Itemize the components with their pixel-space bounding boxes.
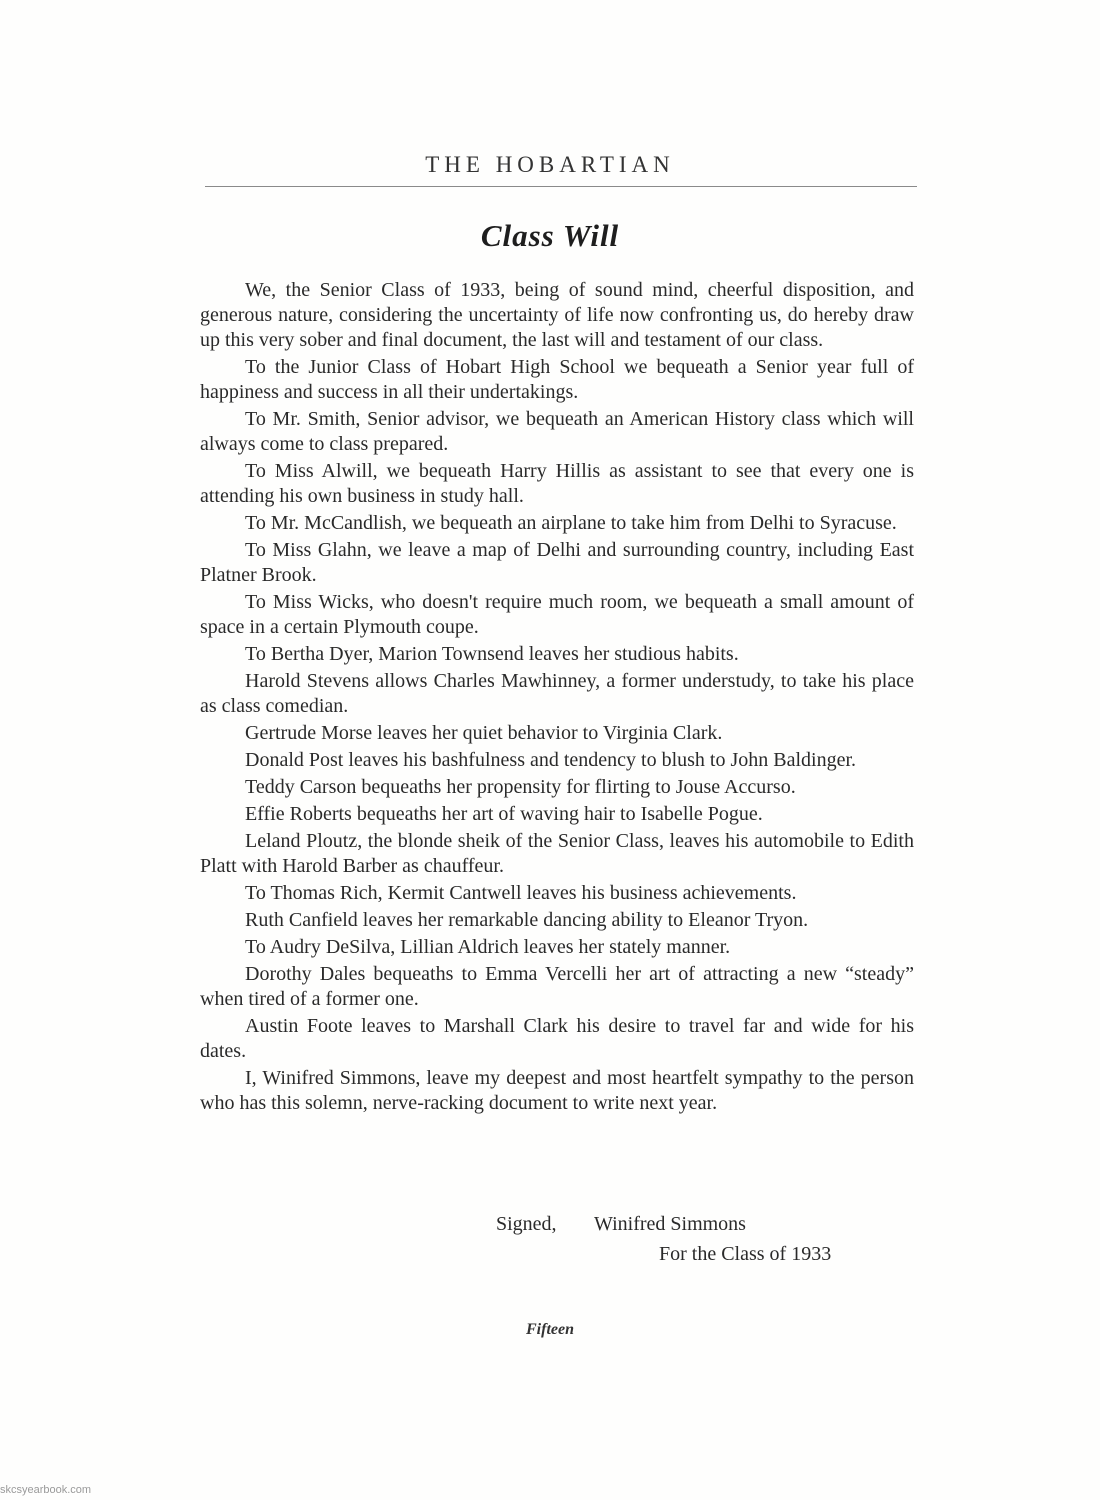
paragraph: To the Junior Class of Hobart High School we bequeath a Senior year full of happiness and success in all their undertakings.: [200, 356, 914, 403]
watermark: skcsyearbook.com: [0, 1484, 92, 1496]
paragraph: To Bertha Dyer, Marion Townsend leaves her studious habits.: [245, 643, 739, 665]
header-rule: [205, 186, 917, 187]
signature-name: Winifred Simmons: [594, 1213, 746, 1235]
page-number: Fifteen: [526, 1321, 574, 1338]
paragraph: To Miss Wicks, who doesn't require much room, we bequeath a small amount of space in a certain Plymouth coupe.: [200, 591, 914, 638]
paragraph: Leland Ploutz, the blonde sheik of the Senior Class, leaves his automobile to Edith Platt with Harold Barber as chauffeur.: [200, 830, 914, 877]
paragraph: We, the Senior Class of 1933, being of sound mind, cheerful disposition, and generous nature, considering the uncertainty of life now confronting us, do hereby draw up this very sober and final document, the last will and testament of our class.: [200, 279, 914, 351]
page-title: Class Will: [480, 218, 620, 253]
paragraph: Gertrude Morse leaves her quiet behavior to Virginia Clark.: [245, 722, 723, 744]
paragraph: Harold Stevens allows Charles Mawhinney, a former understudy, to take his place as class comedian.: [200, 670, 914, 717]
paragraph: To Mr. McCandlish, we bequeath an airplane to take him from Delhi to Syracuse.: [245, 512, 897, 534]
paragraph: Donald Post leaves his bashfulness and tendency to blush to John Baldinger.: [245, 749, 857, 771]
signature-label: Signed,: [496, 1213, 557, 1235]
running-head: THE HOBARTIAN: [425, 152, 675, 177]
article-body: [200, 278, 914, 1118]
paragraph: To Miss Glahn, we leave a map of Delhi and surrounding country, including East Platner Brook.: [200, 539, 914, 586]
paragraph: I, Winifred Simmons, leave my deepest and most heartfelt sympathy to the person who has this solemn, nerve-racking document to write next year.: [200, 1067, 914, 1114]
paragraph: Austin Foote leaves to Marshall Clark his desire to travel far and wide for his dates.: [200, 1015, 914, 1062]
paragraph: Ruth Canfield leaves her remarkable dancing ability to Eleanor Tryon.: [245, 909, 809, 931]
paragraph: Teddy Carson bequeaths her propensity for flirting to Jouse Accurso.: [245, 776, 796, 798]
paragraph: To Miss Alwill, we bequeath Harry Hillis as assistant to see that every one is attending his own business in study hall.: [200, 460, 914, 507]
signature-line: [496, 1213, 746, 1236]
signature-for-class: For the Class of 1933: [659, 1243, 832, 1265]
paragraph: To Mr. Smith, Senior advisor, we bequeath an American History class which will always come to class prepared.: [200, 408, 914, 455]
paragraph: Dorothy Dales bequeaths to Emma Vercelli her art of attracting a new “steady” when tired of a former one.: [200, 963, 914, 1010]
paragraph: To Audry DeSilva, Lillian Aldrich leaves her stately manner.: [245, 936, 731, 958]
paragraph: Effie Roberts bequeaths her art of waving hair to Isabelle Pogue.: [245, 803, 763, 825]
paragraph: To Thomas Rich, Kermit Cantwell leaves his business achievements.: [245, 882, 797, 904]
